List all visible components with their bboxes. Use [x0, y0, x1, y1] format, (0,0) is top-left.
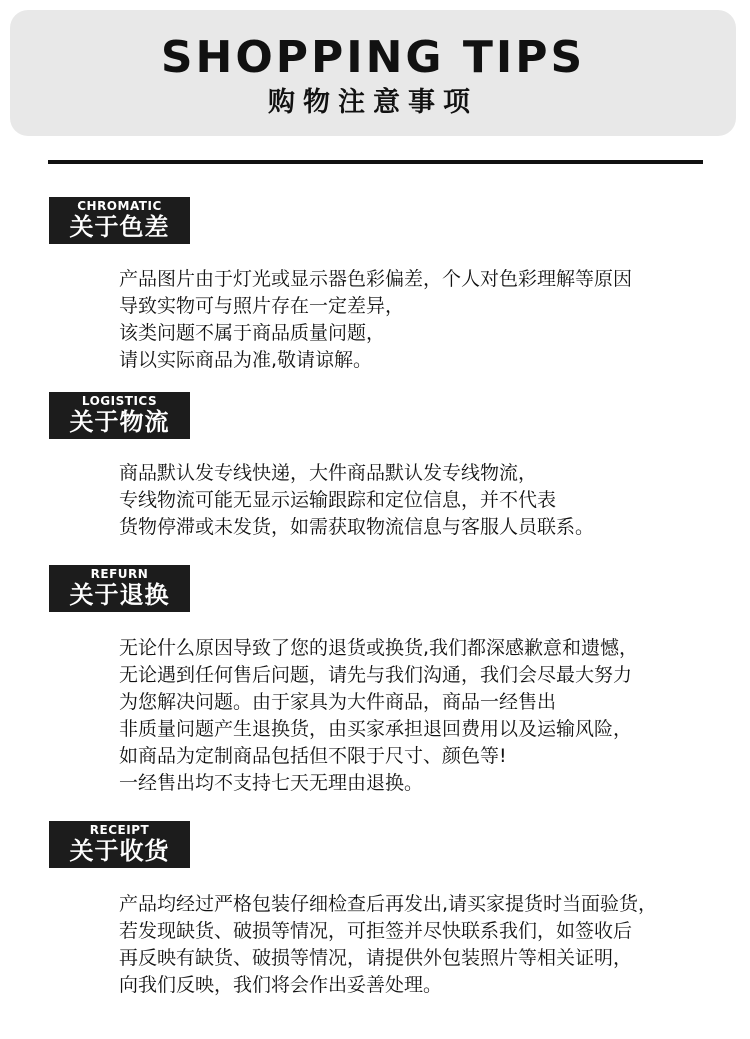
section-line: 无论遇到任何售后问题，请先与我们沟通，我们会尽最大努力 — [119, 664, 633, 686]
section-body-return — [119, 635, 719, 797]
section-label-en: CHROMATIC — [77, 199, 162, 213]
section-line: 如商品为定制商品包括但不限于尺寸、颜色等! — [119, 745, 507, 767]
section-label-logistics — [49, 392, 190, 439]
section-body-receipt — [119, 891, 719, 999]
section-line: 商品默认发专线快递，大件商品默认发专线物流， — [119, 462, 538, 484]
section-label-cn: 关于退换 — [69, 581, 170, 609]
section-label-chromatic — [49, 197, 190, 244]
section-line: 向我们反映，我们将会作出妥善处理。 — [119, 974, 443, 996]
section-line: 若发现缺货、破损等情况，可拒签并尽快联系我们，如签收后 — [119, 920, 633, 942]
header-divider — [48, 160, 703, 164]
section-line: 再反映有缺货、破损等情况，请提供外包装照片等相关证明， — [119, 947, 633, 969]
section-line: 该类问题不属于商品质量问题， — [119, 322, 386, 344]
header-banner — [10, 10, 736, 136]
section-body-chromatic — [119, 266, 719, 374]
section-label-cn: 关于收货 — [69, 837, 170, 865]
page-subtitle: 购物注意事项 — [268, 87, 478, 118]
section-line: 产品图片由于灯光或显示器色彩偏差，个人对色彩理解等原因 — [119, 268, 633, 290]
section-line: 一经售出均不支持七天无理由退换。 — [119, 772, 424, 794]
section-line: 请以实际商品为准,敬请谅解。 — [119, 349, 373, 371]
section-label-receipt — [49, 821, 190, 868]
section-label-cn: 关于色差 — [69, 213, 170, 241]
page-title: SHOPPING TIPS — [160, 32, 586, 83]
section-line: 非质量问题产生退换货，由买家承担退回费用以及运输风险， — [119, 718, 633, 740]
section-label-cn: 关于物流 — [69, 408, 170, 436]
section-line: 产品均经过严格包装仔细检查后再发出,请买家提货时当面验货， — [119, 893, 658, 915]
section-body-logistics — [119, 460, 719, 541]
section-label-en: LOGISTICS — [81, 394, 158, 408]
section-label-en: REFURN — [90, 567, 149, 581]
section-label-return — [49, 565, 190, 612]
section-label-en: RECEIPT — [89, 823, 150, 837]
section-line: 无论什么原因导致了您的退货或换货,我们都深感歉意和遗憾， — [119, 637, 639, 659]
section-line: 专线物流可能无显示运输跟踪和定位信息，并不代表 — [119, 489, 557, 511]
section-line: 货物停滞或未发货，如需获取物流信息与客服人员联系。 — [119, 516, 595, 538]
section-line: 导致实物可与照片存在一定差异， — [119, 295, 405, 317]
section-line: 为您解决问题。由于家具为大件商品，商品一经售出 — [119, 691, 557, 713]
